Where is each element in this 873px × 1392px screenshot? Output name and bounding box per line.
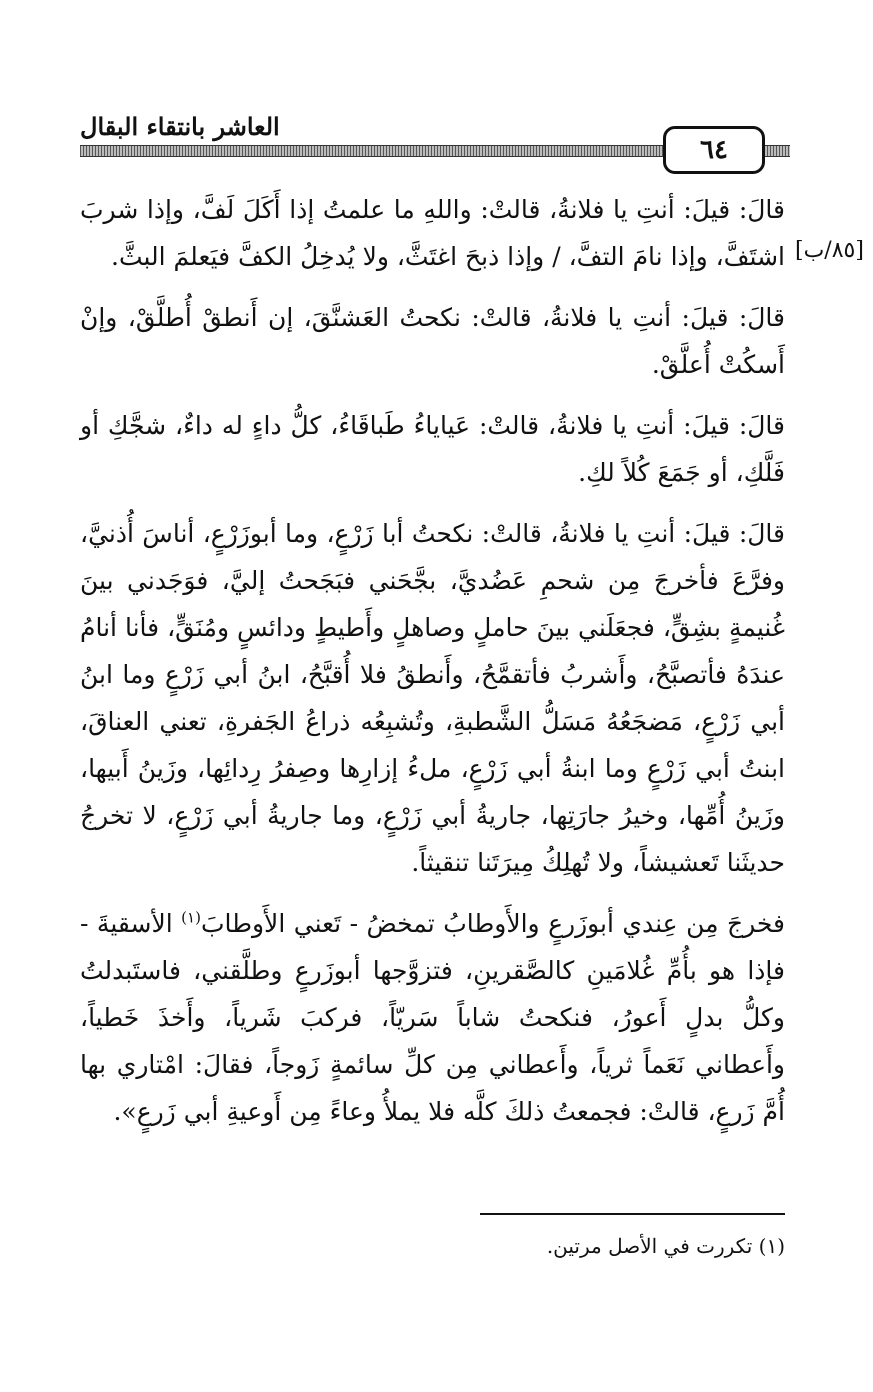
paragraph: قالَ: قيلَ: أنتِ يا فلانةُ، قالتْ: نكحتُ أبا زَرْعٍ، وما أبوزَرْعٍ، أناسَ أُذنيَّ، وفرَّعَ فأخرجَ مِن شحمِ عَضُديَّ، بجَّحَني فبَجَحتُ إليَّ، فوَجَدني بينَ غُنيمةٍ بشِقٍّ، فجعَلَني بينَ حاملٍ وصاهلٍ وأَطيطٍ ودائسٍ ومُنَقٍّ، فأنا أنامُ عندَهُ فأتصبَّحُ، وأَشربُ فأتقمَّحُ، وأَنطقُ فلا أُقبَّحُ، ابنُ أبي زَرْعٍ وما ابنُ أبي زَرْعٍ، مَضجَعُهُ مَسَلُّ الشَّطبةِ، وتُشبِعُه ذراعُ الجَفرةِ، تعني العناقَ، ابنتُ أبي زَرْعٍ وما ابنةُ أبي زَرْعٍ، ملءُ إزارِها وصِفرُ رِدائِها، وزَينُ أَبيها، وزَينُ أُمِّها، وخيرُ جارَتِها، جاريةُ أبي زَرْعٍ، وما جاريةُ أبي زَرْعٍ، لا تخرجُ حديثَنا تَعشيشاً، ولا تُهلِكُ مِيرَتَنا تنقيثاً. [80,519,785,877]
paragraph-lead: فخرجَ مِن عِندي أبوزَرعٍ والأَوطابُ تمخضُ - تَعني الأَوطابَ [200,909,785,938]
manuscript-folio-marker: [٨٥/ب] [795,238,864,263]
paragraph: قالَ: قيلَ: أنتِ يا فلانةُ، قالتْ: نكحتُ العَشنَّقَ، إن أَنطقْ أُطلَّقْ، وإنْ أَسكُتْ أُعلَّقْ. [80,303,785,379]
paragraph [80,900,785,1135]
paragraph-rest: الأسقيةَ - فإذا هو بأُمِّ غُلامَينِ كالصَّقرينِ، فتزوَّجها أبوزَرعٍ وطلَّقني، فاستَبدلتُ وكلُّ بدلٍ أَعورُ، فنكحتُ شاباً سَريّاً، فركبَ شَرياً، وأَخذَ خَطياً، وأَعطاني نَعَماً ثرياً، وأَعطاني مِن كلِّ سائمةٍ زَوجاً، فقالَ: امْتاري بها أُمَّ زَرعٍ، قالتْ: فجمعتُ ذلكَ كلَّه فلا يملأُ وعاءً مِن أَوعيةِ أبي زَرعٍ». [80,909,785,1126]
main-text [80,186,785,1149]
paragraph: قالَ: قيلَ: أنتِ يا فلانةُ، قالتْ: واللهِ ما علمتُ إذا أَكَلَ لَفَّ، وإذا شربَ اشتَفَّ، وإذا نامَ التفَّ، / وإذا ذبحَ اغتَثَّ، ولا يُدخِلُ الكفَّ فيَعلمَ البثَّ. [80,195,785,271]
footnote-ref: (١) [181,908,201,927]
footnote: (١) تكررت في الأصل مرتين. [546,1234,785,1258]
footnote-divider [480,1213,785,1215]
paragraph: قالَ: قيلَ: أنتِ يا فلانةُ، قالتْ: عَياياءُ طَباقَاءُ، كلُّ داءٍ له داءٌ، شجَّكِ أو فَلَّكِ، أو جَمَعَ كُلاً لكِ. [80,411,785,487]
page-header [0,0,873,180]
page-number: ٦٤ [663,126,765,174]
running-title: العاشر بانتقاء البقال [80,112,280,141]
